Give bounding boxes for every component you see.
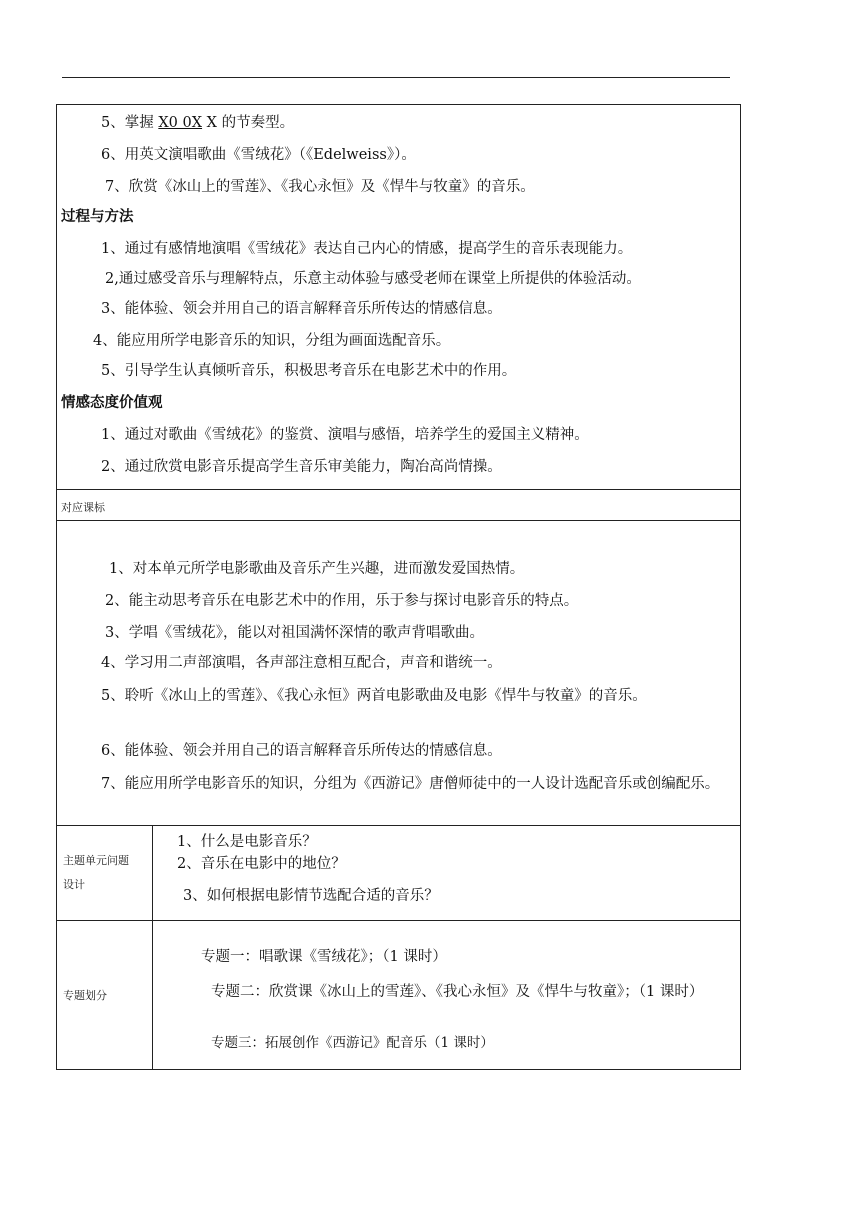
standard-item: 1、对本单元所学电影歌曲及音乐产生兴趣，进而激发爱国热情。 <box>109 561 525 577</box>
objective-5: 5、掌握 X0 0X X 的节奏型。 <box>101 115 295 131</box>
question-item: 1、什么是电影音乐？ <box>177 834 317 850</box>
emotion-heading: 情感态度价值观 <box>61 395 163 411</box>
question-item: 2、音乐在电影中的地位？ <box>177 856 346 872</box>
objective-7: 7、欣赏《冰山上的雪莲》、《我心永恒》及《悍牛与牧童》的音乐。 <box>105 179 535 195</box>
topics-row <box>57 921 740 1069</box>
question-item: 3、如何根据电影情节选配合适的音乐？ <box>183 888 439 904</box>
standard-item: 6、能体验、领会并用自己的语言解释音乐所传达的情感信息。 <box>101 743 502 759</box>
standards-label-row <box>57 490 740 521</box>
standard-item: 5、聆听《冰山上的雪莲》、《我心永恒》两首电影歌曲及电影《悍牛与牧童》的音乐。 <box>101 688 647 704</box>
topic-item: 专题一：唱歌课《雪绒花》；（1 课时） <box>201 949 447 965</box>
emotion-item: 2、通过欣赏电影音乐提高学生音乐审美能力，陶冶高尚情操。 <box>101 459 502 475</box>
questions-row <box>57 826 740 921</box>
process-item: 1、通过有感情地演唱《雪绒花》表达自己内心的情感，提高学生的音乐表现能力。 <box>101 241 633 257</box>
topic-item: 专题三：拓展创作《西游记》配音乐（1 课时） <box>211 1035 494 1051</box>
objectives-row <box>57 105 740 490</box>
topic-item: 专题二：欣赏课《冰山上的雪莲》、《我心永恒》及《悍牛与牧童》；（1 课时） <box>211 984 704 1000</box>
topics-content <box>153 921 740 1069</box>
process-item: 2,通过感受音乐与理解特点，乐意主动体验与感受老师在课堂上所提供的体验活动。 <box>105 271 641 287</box>
standards-label: 对应课标 <box>61 501 105 514</box>
standard-item: 4、学习用二声部演唱，各声部注意相互配合，声音和谐统一。 <box>101 655 502 671</box>
process-item: 5、引导学生认真倾听音乐，积极思考音乐在电影艺术中的作用。 <box>101 363 517 379</box>
standards-row <box>57 521 740 826</box>
standard-item: 3、学唱《雪绒花》，能以对祖国满怀深情的歌声背唱歌曲。 <box>105 625 484 641</box>
questions-content <box>153 826 740 920</box>
emotion-item: 1、通过对歌曲《雪绒花》的鉴赏、演唱与感悟，培养学生的爱国主义精神。 <box>101 427 589 443</box>
lesson-plan-table <box>56 104 741 1070</box>
process-heading: 过程与方法 <box>61 209 134 225</box>
standard-item: 2、能主动思考音乐在电影艺术中的作用，乐于参与探讨电影音乐的特点。 <box>105 593 579 609</box>
process-item: 3、能体验、领会并用自己的语言解释音乐所传达的情感信息。 <box>101 301 502 317</box>
header-rule <box>62 77 730 78</box>
process-item: 4、能应用所学电影音乐的知识，分组为画面选配音乐。 <box>93 333 451 349</box>
objective-6: 6、用英文演唱歌曲《雪绒花》（《Edelweiss》）。 <box>101 147 416 163</box>
topics-label: 专题划分 <box>57 921 153 1069</box>
rhythm-pattern: X0 0X <box>158 115 203 131</box>
standard-item: 7、能应用所学电影音乐的知识，分组为《西游记》唐僧师徒中的一人设计选配音乐或创编配乐。 <box>101 776 720 792</box>
questions-label: 主题单元问题 设计 <box>57 826 153 920</box>
